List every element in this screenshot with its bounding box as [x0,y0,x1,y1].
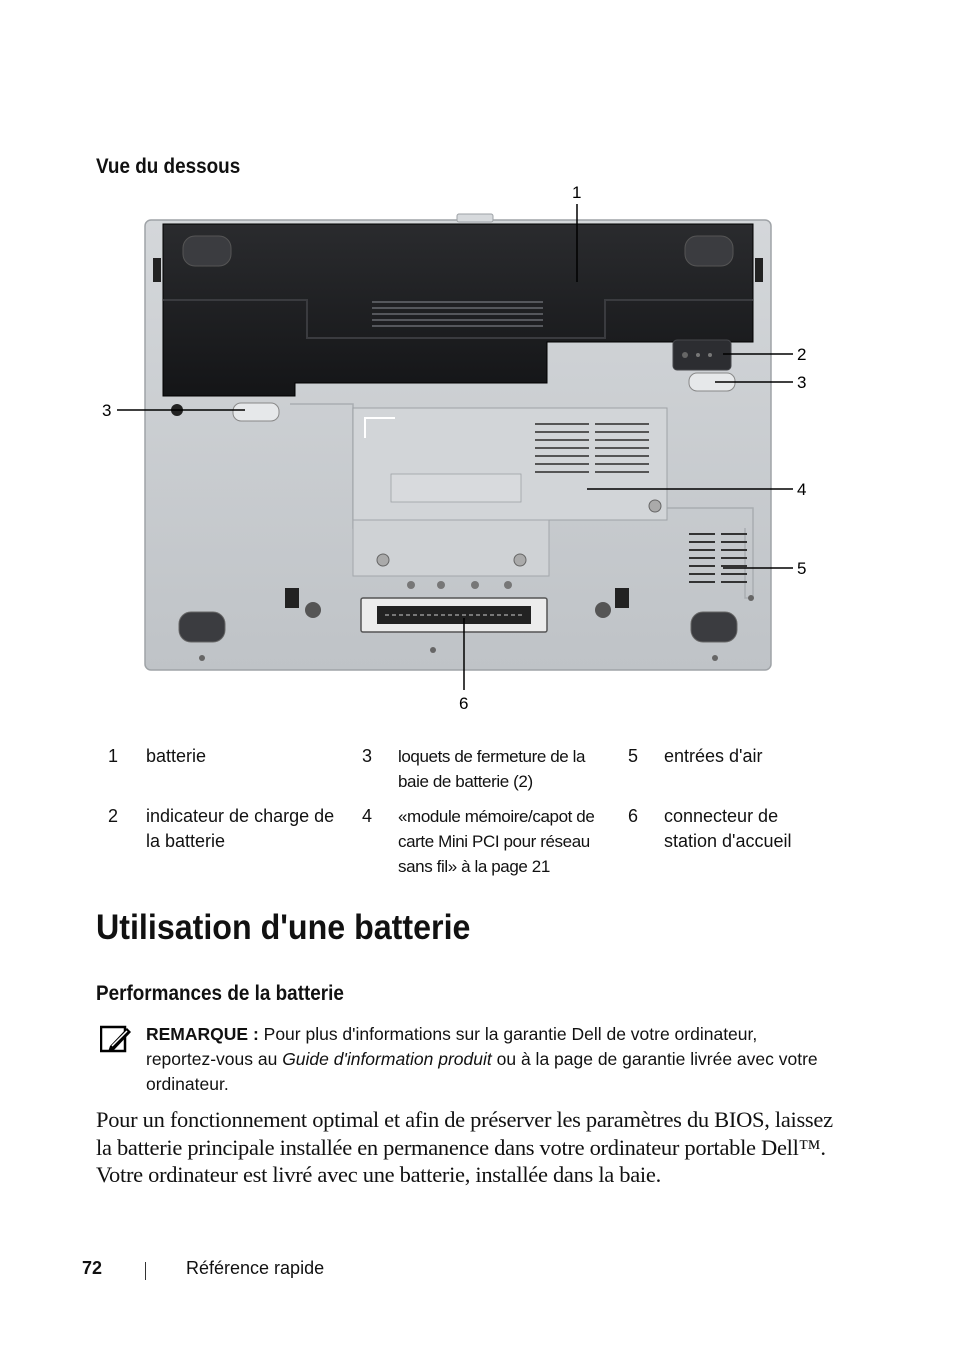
legend-label: connecteur de station d'accueil [664,806,792,851]
note-text-after: ou à la page de garantie livrée avec votre ordinateur. [146,1049,818,1094]
sub-heading: Performances de la batterie [96,982,344,1005]
callout-5: 5 [797,559,807,578]
footer-divider [145,1262,146,1280]
legend-number: 4 [361,806,372,826]
legend-label: entrées d'air [664,746,763,766]
legend-number: 6 [627,806,638,826]
legend-label: loquets de fermeture de la baie de batterie (2) [398,747,586,791]
callout-legend-table [96,744,814,879]
callout-2: 2 [797,345,807,364]
callout-3-left: 3 [102,401,112,420]
laptop-bottom-view-figure [95,178,815,718]
legend-number: 3 [361,746,372,766]
page-number: 72 [82,1258,103,1278]
legend-label: «module mémoire/capot de carte Mini PCI pour réseau sans fil» à la page 21 [398,807,595,876]
note-label: REMARQUE : [146,1024,259,1044]
legend-label: indicateur de charge de la batterie [146,806,335,851]
note-text [146,1022,826,1097]
callout-6: 6 [459,694,469,713]
footer-section: Référence rapide [186,1258,325,1278]
callout-3-right: 3 [797,373,807,392]
body-paragraph: Pour un fonctionnement optimal et afin de préserver les paramètres du BIOS, laissez la batterie principale installée en permanence dans votre ordinateur portable Dell™. Votre ordinateur est livré avec une batterie, installée dans la baie. [96,1107,833,1187]
battery-latch-left [233,403,279,421]
note-italic-title: Guide d'information produit [282,1049,492,1069]
section-heading: Vue du dessous [96,155,241,178]
table-row [96,744,814,804]
legend-number: 5 [627,746,638,766]
callout-4: 4 [797,480,807,499]
legend-number: 1 [107,746,118,766]
main-heading: Utilisation d'une batterie [96,908,471,947]
legend-label: batterie [146,746,207,766]
pencil-note-icon [100,1024,132,1054]
table-row [96,804,814,879]
callout-1: 1 [572,183,582,202]
legend-number: 2 [107,806,118,826]
battery-charge-indicator [673,340,731,370]
note-text-before: Pour plus d'informations sur la garantie Dell de votre ordinateur, reportez-vous au [146,1024,758,1069]
